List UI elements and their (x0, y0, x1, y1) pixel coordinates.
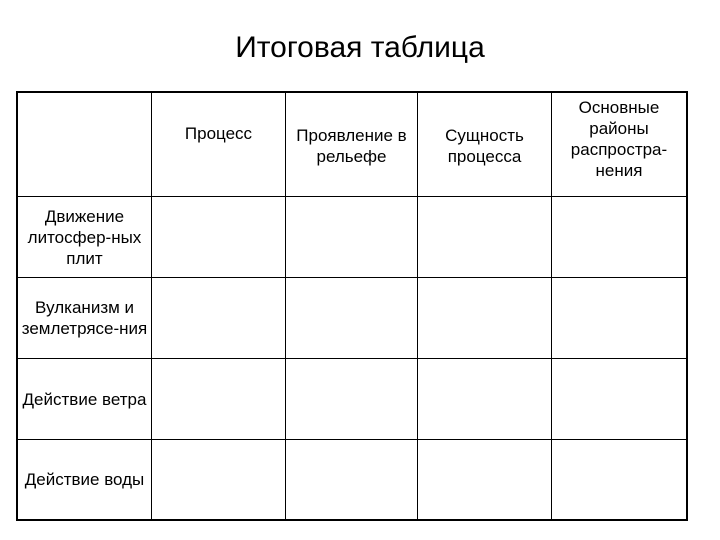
table-cell[interactable] (152, 197, 286, 278)
table-cell[interactable] (418, 197, 552, 278)
table-cell[interactable] (418, 359, 552, 440)
table-row (18, 278, 687, 359)
row-label-plates: Движение литосфер-ных плит (18, 197, 152, 278)
summary-table (17, 92, 687, 520)
table-header-process: Процесс (152, 93, 286, 197)
table-cell[interactable] (152, 359, 286, 440)
table-header-essence: Сущность процесса (418, 93, 552, 197)
table-cell[interactable] (286, 278, 418, 359)
table-header-regions: Основные районы распростра-нения (552, 93, 687, 197)
table-row (18, 359, 687, 440)
row-label-volcanism: Вулканизм и землетрясе-ния (18, 278, 152, 359)
row-label-water: Действие воды (18, 440, 152, 520)
table-header-row (18, 93, 687, 197)
table-cell[interactable] (286, 440, 418, 520)
table-cell[interactable] (552, 440, 687, 520)
table-cell[interactable] (286, 197, 418, 278)
table-cell[interactable] (418, 440, 552, 520)
table-cell[interactable] (552, 359, 687, 440)
table-cell[interactable] (152, 440, 286, 520)
page-title: Итоговая таблица (235, 31, 485, 64)
table-header-empty-cell (18, 93, 152, 197)
table-cell[interactable] (152, 278, 286, 359)
table-cell[interactable] (418, 278, 552, 359)
table-header-relief: Проявление в рельефе (286, 93, 418, 197)
table-row (18, 197, 687, 278)
table-cell[interactable] (552, 278, 687, 359)
table-row (18, 440, 687, 520)
table-cell[interactable] (286, 359, 418, 440)
table-cell[interactable] (552, 197, 687, 278)
row-label-wind: Действие ветра (18, 359, 152, 440)
